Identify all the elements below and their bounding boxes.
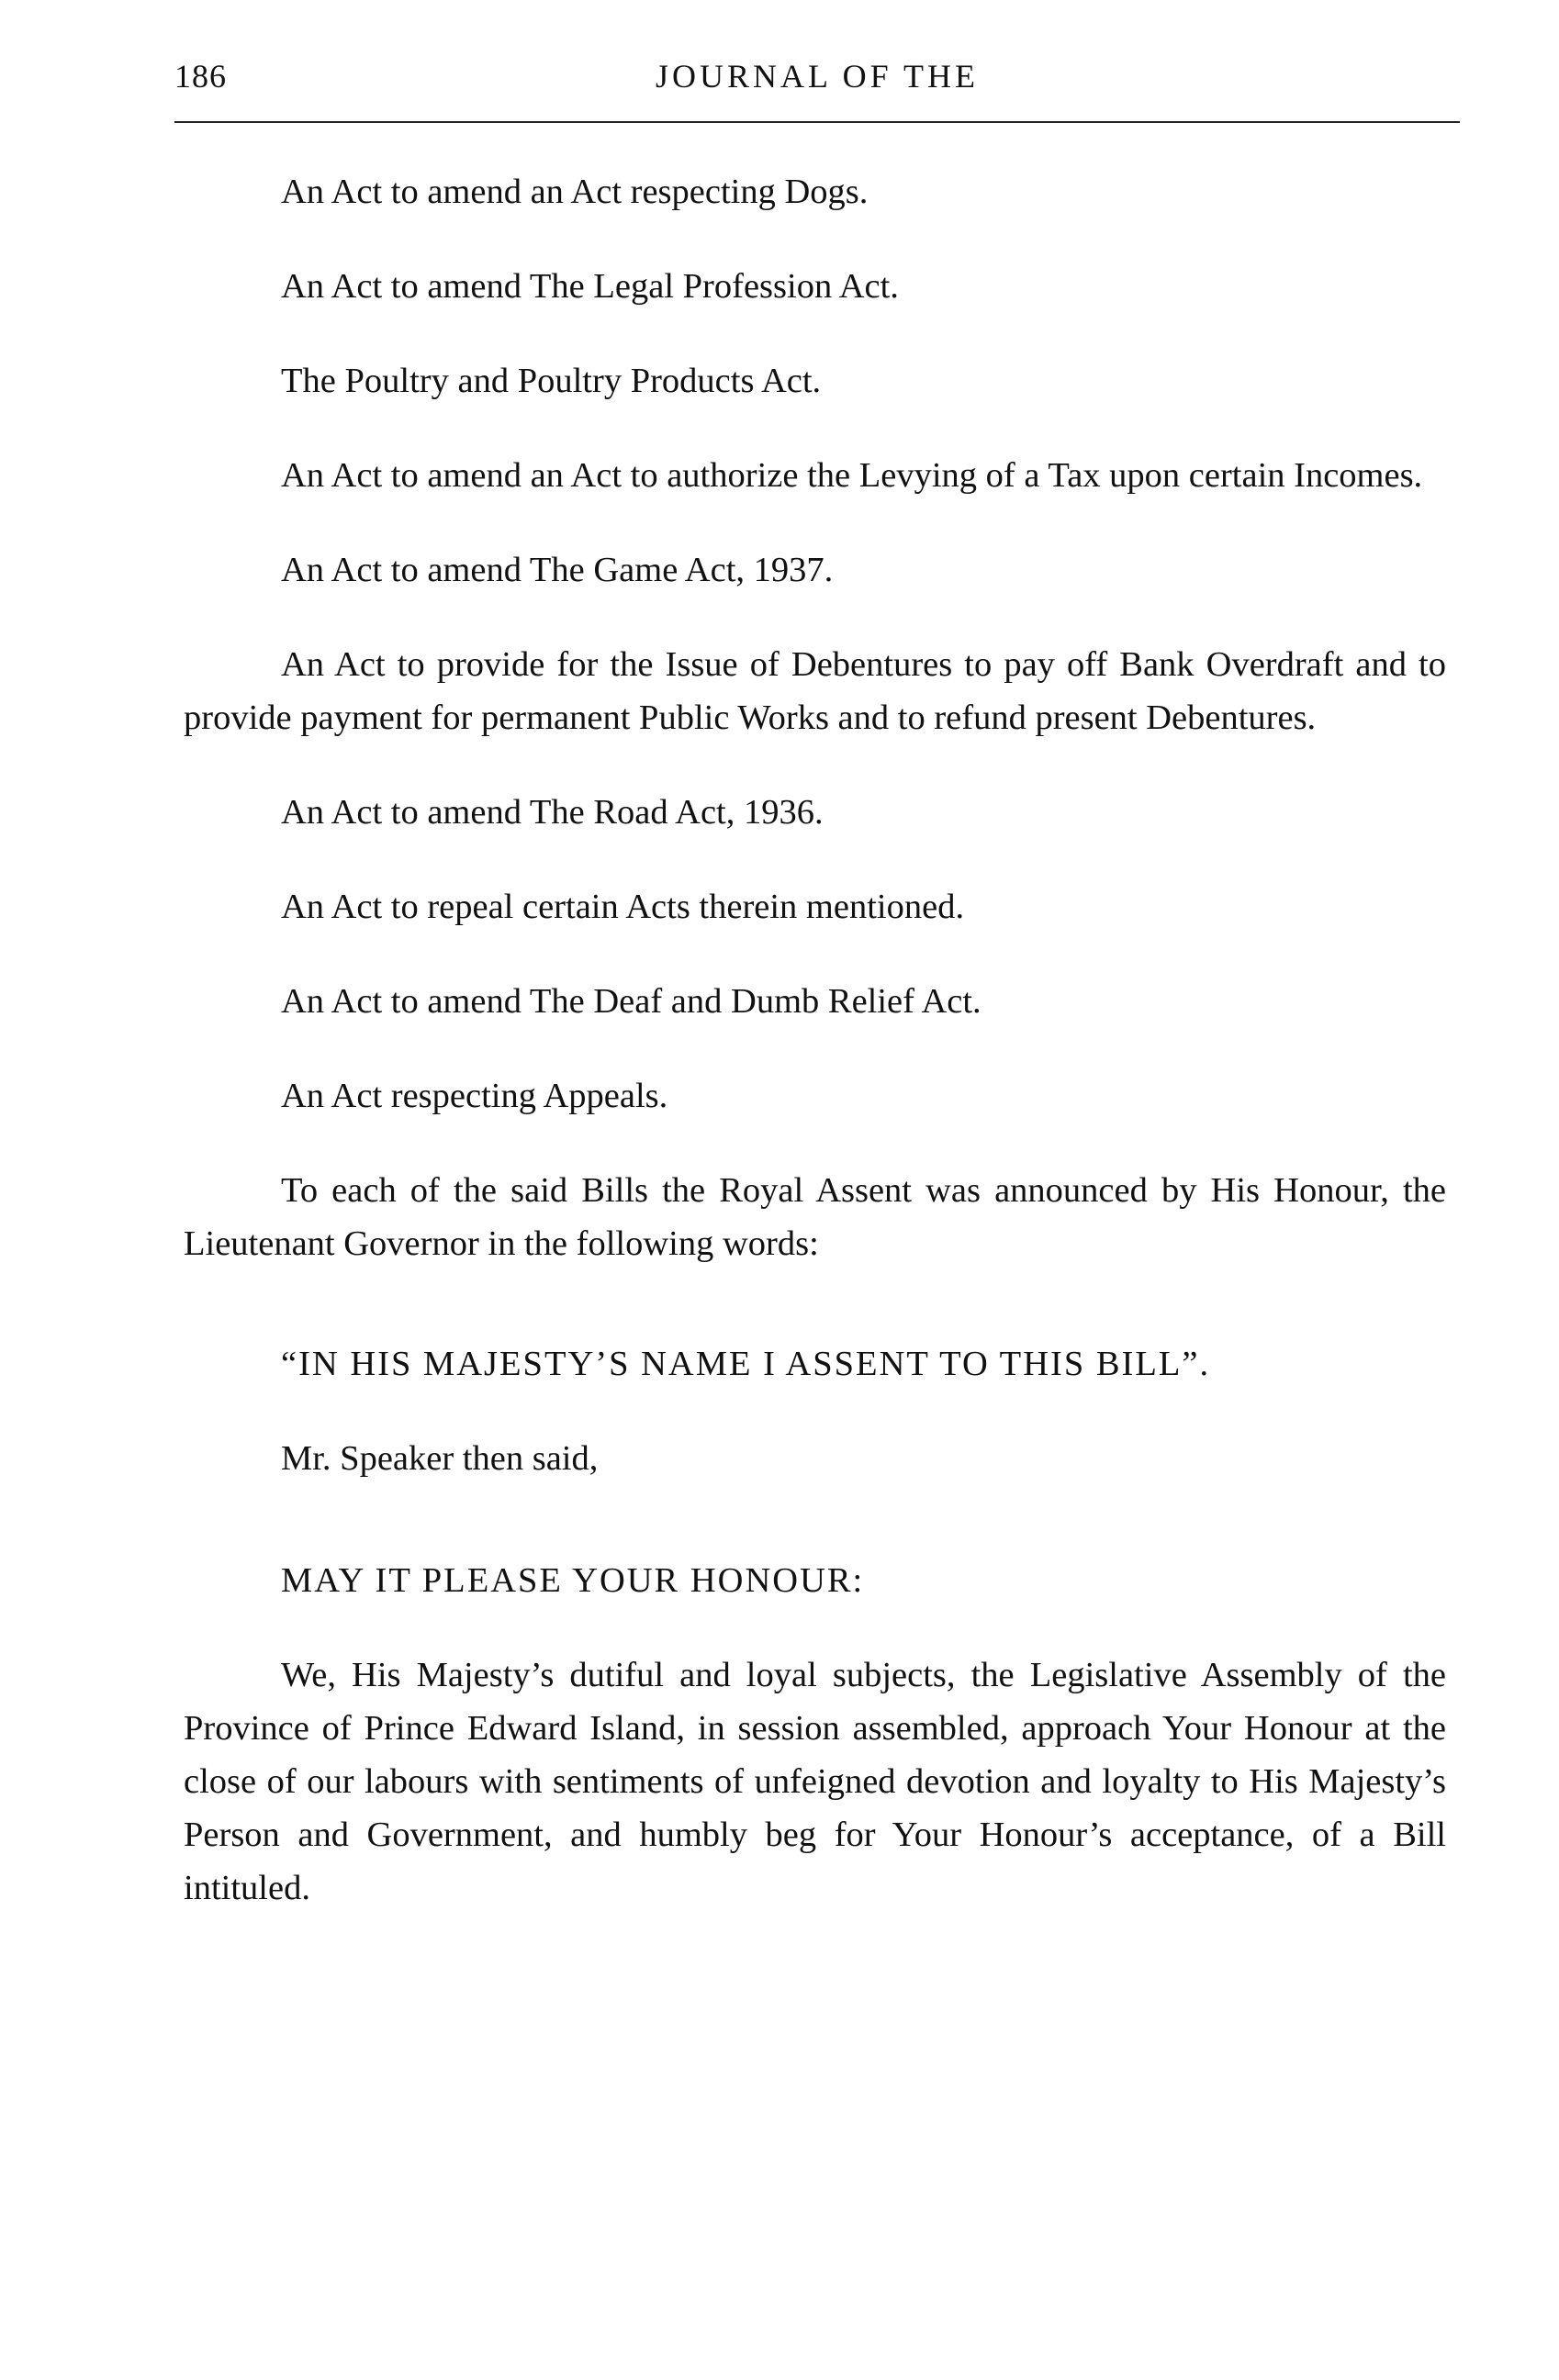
act-title: An Act to amend The Game Act, 1937. xyxy=(281,551,834,589)
act-title: An Act to amend The Road Act, 1936. xyxy=(281,793,824,832)
page-header xyxy=(174,57,1460,103)
header-rule xyxy=(174,121,1460,123)
speaker-line: Mr. Speaker then said, xyxy=(281,1439,599,1478)
act-title: An Act to amend an Act respecting Dogs. xyxy=(281,173,869,211)
act-title: An Act to amend an Act to authorize the Levying of a Tax upon certain Incomes. xyxy=(281,456,1423,495)
assent-words: “IN HIS MAJESTY’S NAME I ASSENT TO THIS BILL”. xyxy=(281,1345,1211,1383)
page-number: 186 xyxy=(174,58,227,95)
assent-paragraph: To each of the said Bills the Royal Assent was announced by His Honour, the Lieutenant Governor in the following words: xyxy=(184,1171,1446,1263)
act-title: An Act to provide for the Issue of Debentures to pay off Bank Overdraft and to provide payment for permanent Public Works and to refund present Debentures. xyxy=(184,645,1446,737)
address-paragraph: We, His Majesty’s dutiful and loyal subjects, the Legislative Assembly of the Province of Prince Edward Island, in session assembled, approach Your Honour at the close of our labours with sentiments of unfeigned devotion and loyalty to His Majesty’s Person and Government, and humbly beg for Your Honour’s acceptance, of a Bill intituled. xyxy=(184,1656,1446,1907)
act-title: An Act to amend The Legal Profession Act. xyxy=(281,267,899,306)
act-title: The Poultry and Poultry Products Act. xyxy=(281,362,822,400)
page-body xyxy=(184,165,1446,1956)
act-title: An Act to repeal certain Acts therein mentioned. xyxy=(281,888,965,926)
act-title: An Act respecting Appeals. xyxy=(281,1077,668,1115)
act-title: An Act to amend The Deaf and Dumb Relief Act. xyxy=(281,982,981,1021)
running-title: JOURNAL OF THE xyxy=(655,58,979,95)
address-heading: MAY IT PLEASE YOUR HONOUR: xyxy=(281,1561,865,1600)
